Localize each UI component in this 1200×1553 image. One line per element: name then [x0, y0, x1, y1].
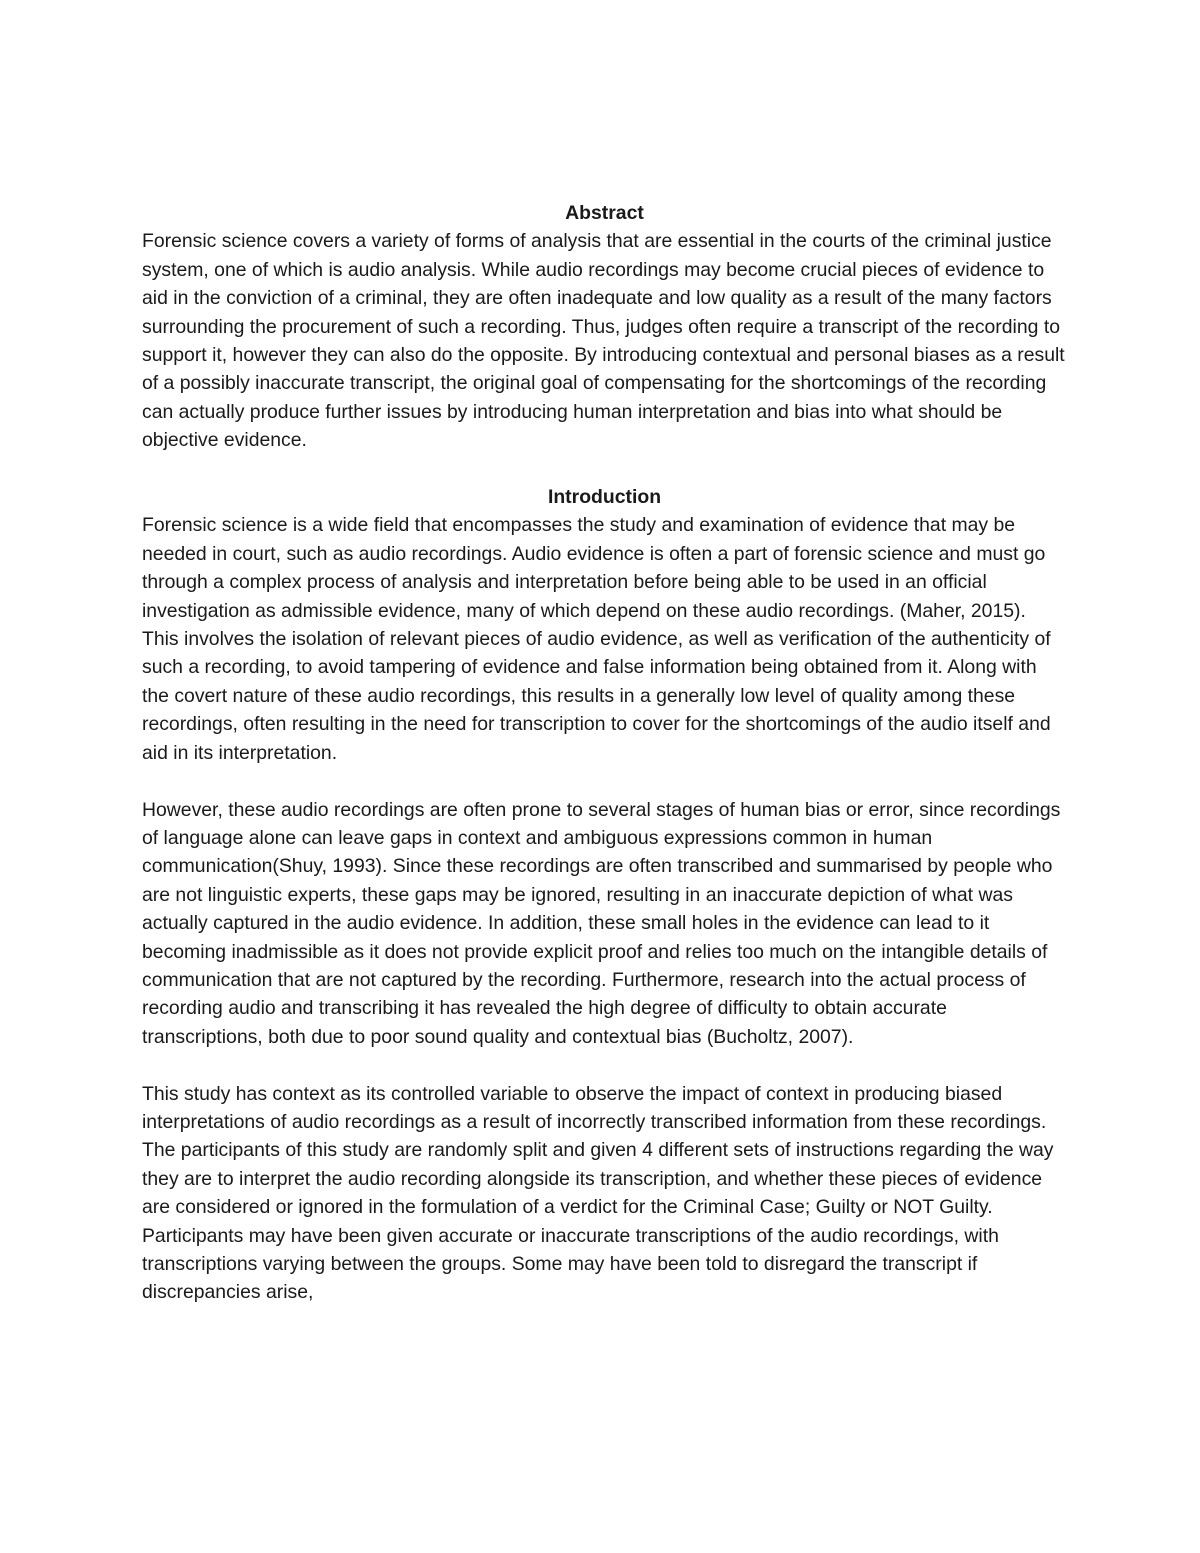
abstract-paragraph: Forensic science covers a variety of forms of analysis that are essential in the courts of the criminal justice system, one of which is audio analysis. While audio recordings may become crucial pieces of evidence to aid in the conviction of a criminal, they are often inadequate and low quality as a result of the many factors surrounding the procurement of such a recording. Thus, judges often require a transcript of the recording to support it, however they can also do the opposite. By introducing contextual and personal biases as a result of a possibly inaccurate transcript, the original goal of compensating for the shortcomings of the recording can actually produce further issues by introducing human interpretation and bias into what should be objective evidence. [142, 230, 1065, 452]
document-body [142, 199, 1067, 1307]
introduction-paragraph-3: This study has context as its controlled variable to observe the impact of context in producing biased interpretations of audio recordings as a result of incorrectly transcribed information from these recordings. The participants of this study are randomly split and given 4 different sets of instructions regarding the way they are to interpret the audio recording alongside its transcription, and whether these pieces of evidence are considered or ignored in the formulation of a verdict for the Criminal Case; Guilty or NOT Guilty. Participants may have been given accurate or inaccurate transcriptions of the audio recordings, with transcriptions varying between the groups. Some may have been told to disregard the transcript if discrepancies arise, [142, 1082, 1054, 1304]
section-gap [142, 455, 1067, 483]
introduction-heading: Introduction [547, 486, 662, 509]
abstract-heading: Abstract [565, 202, 644, 224]
paragraph-gap [142, 1051, 1067, 1079]
introduction-paragraph-1: Forensic science is a wide field that encompasses the study and examination of evidence that may be needed in court, such as audio recordings. Audio evidence is often a part of forensic science and must go through a complex process of analysis and interpretation before being able to be used in an official investigation as admissible evidence, many of which depend on these audio recordings. (Maher, 2015). This involves the isolation of relevant pieces of audio evidence, as well as verification of the authenticity of such a recording, to avoid tampering of evidence and false information being obtained from it. Along with the covert nature of these audio recordings, this results in a generally low level of quality among these recordings, often resulting in the need for transcription to cover for the shortcomings of the audio itself and aid in its interpretation. [142, 514, 1051, 764]
introduction-paragraph-2: However, these audio recordings are often prone to several stages of human bias or error, since recordings of language alone can leave gaps in context and ambiguous expressions common in human communication(Shuy, 1993). Since these recordings are often transcribed and summarised by people who are not linguistic experts, these gaps may be ignored, resulting in an inaccurate depiction of what was actually captured in the audio evidence. In addition, these small holes in the evidence can lead to it becoming inadmissible as it does not provide explicit proof and relies too much on the intangible details of communication that are not captured by the recording. Furthermore, research into the actual process of recording audio and transcribing it has revealed the high degree of difficulty to obtain accurate transcriptions, both due to poor sound quality and contextual bias (Bucholtz, 2007). [142, 798, 1061, 1048]
paragraph-gap [142, 767, 1067, 795]
